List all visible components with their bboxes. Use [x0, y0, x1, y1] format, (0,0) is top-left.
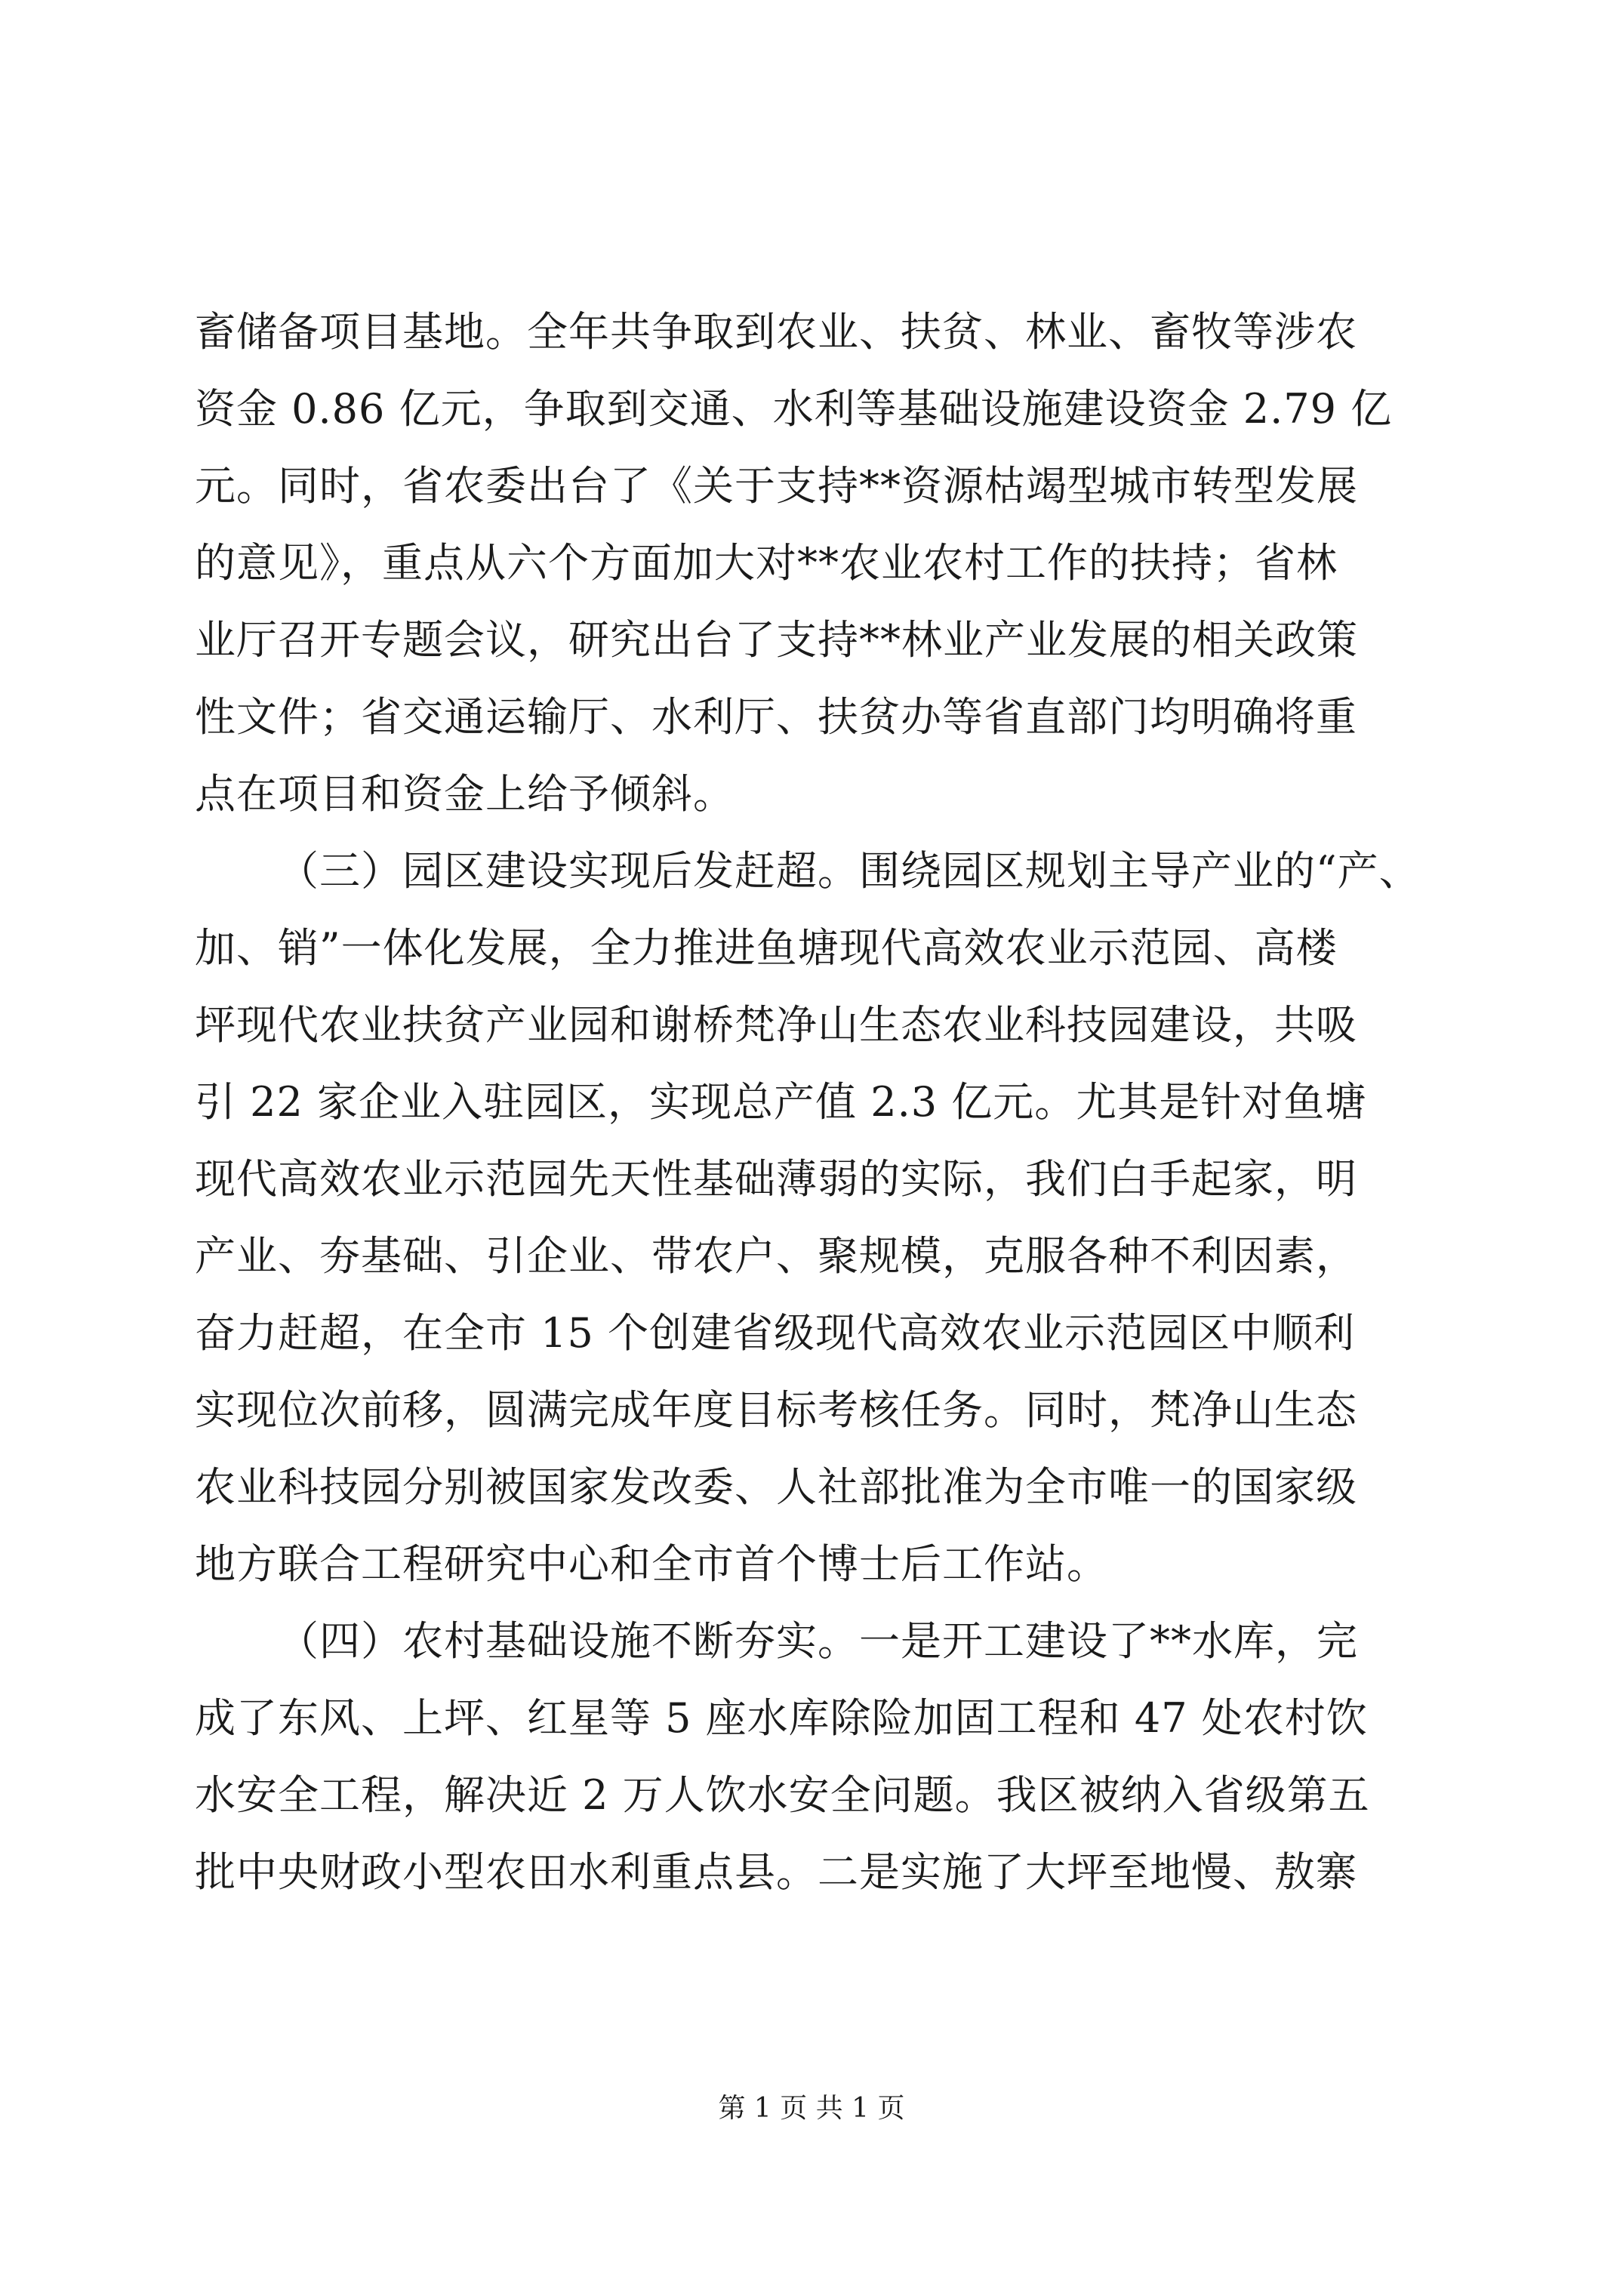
- text-line: 实现位次前移，圆满完成年度目标考核任务。同时，梵净山生态: [195, 1386, 1357, 1434]
- text-line: （三）园区建设实现后发赶超。围绕园区规划主导产业的“产、: [278, 847, 1421, 895]
- page-footer: 第 1 页 共 1 页: [718, 2093, 905, 2124]
- text-line: 点在项目和资金上给予倾斜。: [195, 770, 735, 818]
- text-line: 的意见》，重点从六个方面加大对**农业农村工作的扶持；省林: [195, 539, 1338, 587]
- text-line: 奋力赶超，在全市 15 个创建省级现代高效农业示范园区中顺利: [195, 1309, 1356, 1357]
- text-line: 加、销”一体化发展，全力推进鱼塘现代高效农业示范园、高楼: [195, 924, 1338, 972]
- text-line: 引 22 家企业入驻园区，实现总产值 2.3 亿元。尤其是针对鱼塘: [195, 1078, 1367, 1126]
- text-line: 业厅召开专题会议，研究出台了支持**林业产业发展的相关政策: [195, 616, 1358, 664]
- text-line: 现代高效农业示范园先天性基础薄弱的实际，我们白手起家，明: [195, 1155, 1357, 1203]
- text-line: 元。同时，省农委出台了《关于支持**资源枯竭型城市转型发展: [195, 462, 1358, 510]
- text-line: 资金 0.86 亿元，争取到交通、水利等基础设施建设资金 2.79 亿: [195, 385, 1393, 433]
- text-line: 水安全工程，解决近 2 万人饮水安全问题。我区被纳入省级第五: [195, 1771, 1370, 1819]
- text-line: 坪现代农业扶贫产业园和谢桥梵净山生态农业科技园建设，共吸: [195, 1001, 1357, 1049]
- text-line: 农业科技园分别被国家发改委、人社部批准为全市唯一的国家级: [195, 1463, 1357, 1511]
- text-line: 畜储备项目基地。全年共争取到农业、扶贫、林业、畜牧等涉农: [195, 308, 1357, 356]
- text-line: 产业、夯基础、引企业、带农户、聚规模，克服各种不利因素，: [195, 1232, 1357, 1280]
- text-line: 地方联合工程研究中心和全市首个博士后工作站。: [195, 1540, 1108, 1588]
- text-line: 批中央财政小型农田水利重点县。二是实施了大坪至地慢、敖寨: [195, 1848, 1357, 1896]
- text-line: （四）农村基础设施不断夯实。一是开工建设了**水库，完: [278, 1617, 1358, 1665]
- text-line: 性文件；省交通运输厅、水利厅、扶贫办等省直部门均明确将重: [195, 693, 1357, 741]
- text-line: 成了东风、上坪、红星等 5 座水库除险加固工程和 47 处农村饮: [195, 1694, 1368, 1742]
